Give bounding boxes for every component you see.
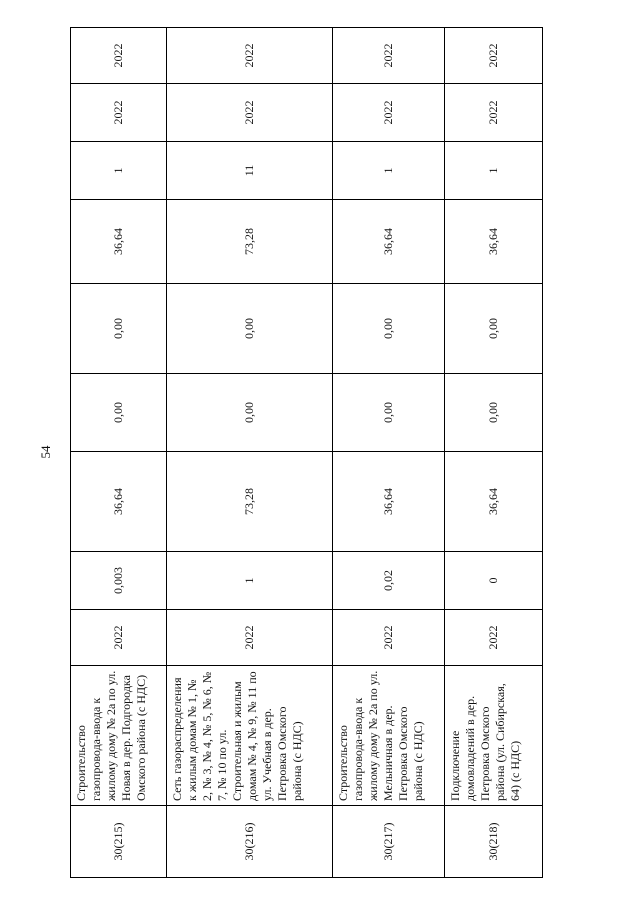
cell-value-4: 36,64 [445,200,543,284]
cell-value-4: 36,64 [71,200,167,284]
cell-value-2: 0,00 [333,374,445,452]
cell-end: 2022 [71,28,167,84]
rotated-table-container [70,28,542,878]
cell-year: 2022 [333,610,445,666]
cell-name: Строительство газопровода-ввода к жилому дому № 2а по ул. Новая в дер. Подгородка Омского района (с НДС) [71,666,167,806]
cell-value-4: 73,28 [167,200,333,284]
cell-end: 2022 [167,28,333,84]
table-row [445,28,543,878]
cell-name: Сеть газораспределения к жилым домам № 1, № 2, № 3, № 4, № 5, № 6, № 7, № 10 по ул. Строительная и жилым домам № 4, № 9, № 11 по ул. Учебная в дер. Петровка Омского района (с НДС) [167,666,333,806]
cell-count: 1 [445,142,543,200]
cell-value-2: 0,00 [445,374,543,452]
cell-year: 2022 [71,610,167,666]
cell-length: 0,003 [71,552,167,610]
page-number: 54 [38,445,53,459]
cell-length: 0,02 [333,552,445,610]
cell-year: 2022 [167,610,333,666]
cell-length: 0 [445,552,543,610]
cell-value-1: 36,64 [333,452,445,552]
cell-start: 2022 [167,84,333,142]
cell-value-1: 73,28 [167,452,333,552]
cell-start: 2022 [333,84,445,142]
cell-value-2: 0,00 [71,374,167,452]
cell-start: 2022 [71,84,167,142]
table-row [333,28,445,878]
cell-year: 2022 [445,610,543,666]
cell-value-3: 0,00 [71,284,167,374]
cell-end: 2022 [445,28,543,84]
cell-id: 30(215) [71,806,167,878]
cell-value-1: 36,64 [445,452,543,552]
cell-name: Строительство газопровода-ввода к жилому дому № 2а по ул. Мельничная в дер. Петровка Омского района (с НДС) [333,666,445,806]
cell-id: 30(218) [445,806,543,878]
cell-value-3: 0,00 [445,284,543,374]
cell-value-3: 0,00 [167,284,333,374]
cell-count: 1 [333,142,445,200]
cell-value-1: 36,64 [71,452,167,552]
cell-end: 2022 [333,28,445,84]
cell-value-4: 36,64 [333,200,445,284]
cell-count: 1 [71,142,167,200]
cell-count: 11 [167,142,333,200]
cell-length: 1 [167,552,333,610]
investment-table [70,27,543,878]
cell-value-3: 0,00 [333,284,445,374]
cell-start: 2022 [445,84,543,142]
cell-id: 30(216) [167,806,333,878]
cell-name: Подключение домовладений в дер. Петровка Омского района (ул. Сибирская, 64) (с НДС) [445,666,543,806]
table-row [167,28,333,878]
cell-value-2: 0,00 [167,374,333,452]
table-row [71,28,167,878]
cell-id: 30(217) [333,806,445,878]
